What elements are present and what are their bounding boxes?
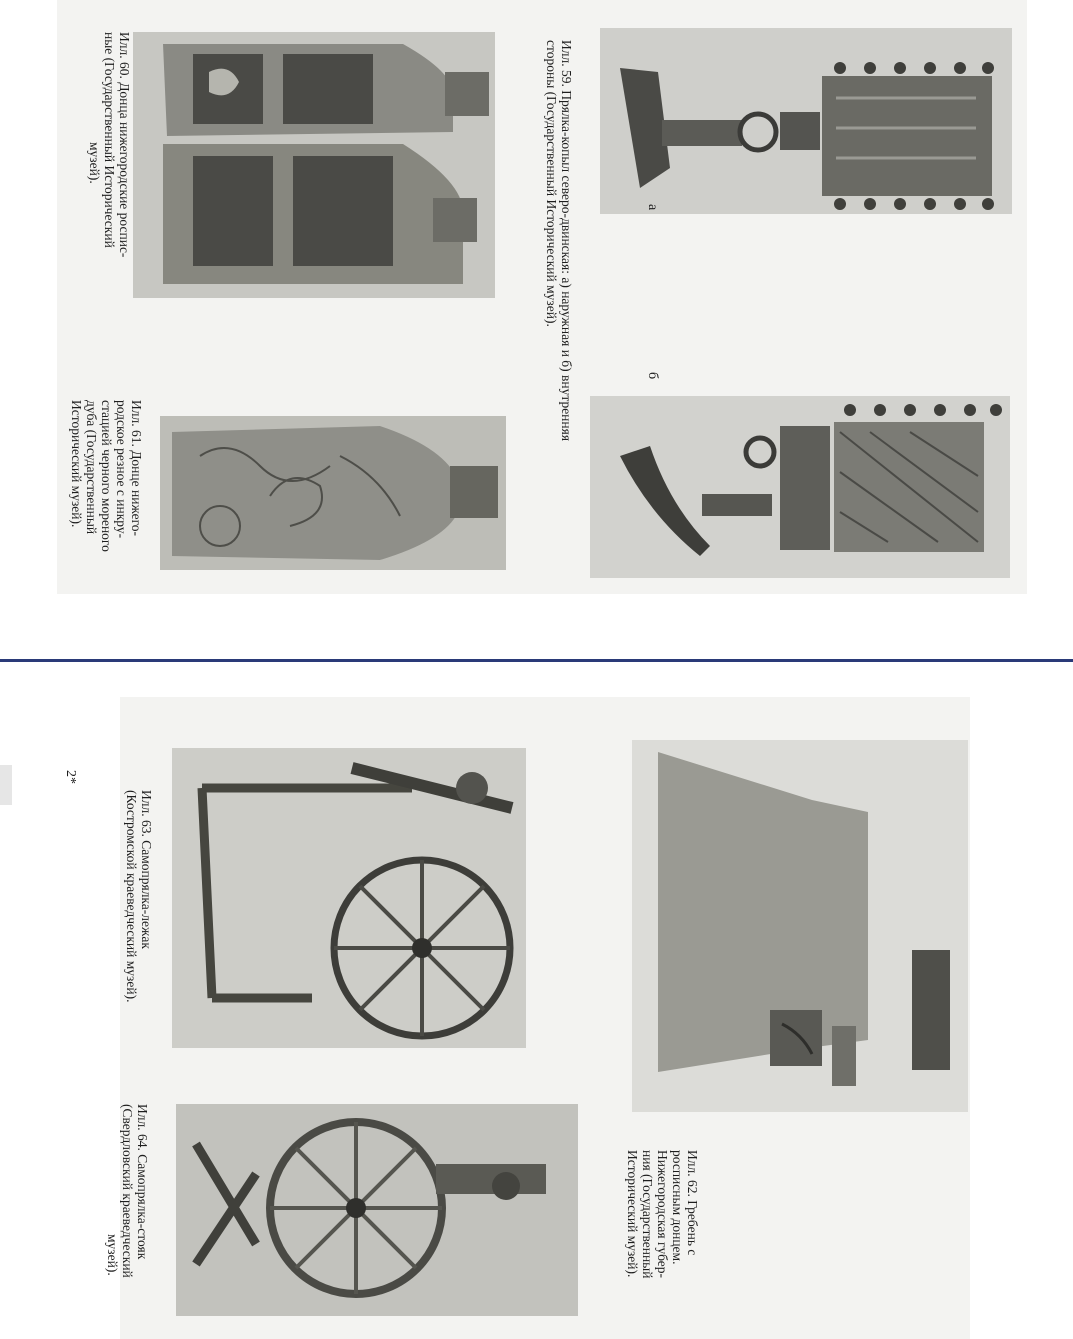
spinning-distaff-inner-image xyxy=(590,396,1010,578)
photo-fig59-a xyxy=(600,28,1012,214)
caption-fig60-line1: Илл. 60. Донца нижегородские роспис- xyxy=(117,32,132,258)
spinning-wheel-lying-image xyxy=(172,748,526,1048)
photo-fig60 xyxy=(133,32,495,298)
caption-fig62-line4: ния (Государственный xyxy=(640,1150,655,1279)
caption-fig61-line5: Исторический музей). xyxy=(69,400,84,528)
caption-fig63-line2: (Костромской краеведческий музей). xyxy=(124,790,139,1003)
page-divider xyxy=(0,659,1073,662)
scan-edge xyxy=(0,765,12,805)
caption-fig62-line1: Илл. 62. Гребень с xyxy=(685,1150,700,1256)
caption-fig59-line1: Илл. 59. Прялка-копыл северо-двинская: а) наружная и б) внутренняя xyxy=(559,40,574,442)
caption-fig60-line3: музей). xyxy=(87,142,102,184)
label-b: б xyxy=(645,372,660,380)
caption-fig63 xyxy=(124,790,154,1002)
caption-fig62-line2: росписным донцем. xyxy=(670,1150,685,1265)
caption-fig61-line3: стацией черного мореного xyxy=(99,400,114,552)
caption-fig64-line2: (Свердловский краеведческий xyxy=(120,1104,135,1278)
caption-fig59 xyxy=(544,40,574,441)
spinning-wheel-standing-image xyxy=(176,1104,578,1316)
carved-distaff-base-image xyxy=(160,416,506,570)
caption-fig62 xyxy=(625,1150,700,1278)
caption-fig64-line1: Илл. 64. Самопрялка-стояк xyxy=(135,1104,150,1260)
caption-fig64-line3: музей). xyxy=(105,1234,120,1276)
caption-fig62-line3: Нижегородская губер- xyxy=(655,1150,670,1279)
caption-fig64 xyxy=(105,1104,150,1278)
photo-fig63 xyxy=(172,748,526,1048)
caption-fig61-line2: родское резное с инкру- xyxy=(114,400,129,539)
caption-fig63-line1: Илл. 63. Самопрялка-лежак xyxy=(139,790,154,949)
spinning-distaff-outer-image xyxy=(600,28,1012,214)
caption-fig60-line2: ные (Государственный Исторический xyxy=(102,32,117,248)
photo-fig61 xyxy=(160,416,506,570)
caption-fig61-line4: дуба (Государственный xyxy=(84,400,99,535)
caption-fig61 xyxy=(69,400,144,552)
photo-fig64 xyxy=(176,1104,578,1316)
caption-fig59-line2: стороны (Государственный Исторический музей). xyxy=(544,40,559,327)
photo-fig59-b xyxy=(590,396,1010,578)
caption-fig60 xyxy=(87,32,132,257)
caption-fig62-line5: Исторический музей). xyxy=(625,1150,640,1278)
caption-fig61-line1: Илл. 61. Донце нижего- xyxy=(129,400,144,537)
page-signature-mark: 2* xyxy=(63,770,78,784)
painted-distaff-bases-image xyxy=(133,32,495,298)
photo-fig62 xyxy=(632,740,968,1112)
comb-with-painted-base-image xyxy=(632,740,968,1112)
label-a: а xyxy=(645,204,660,211)
